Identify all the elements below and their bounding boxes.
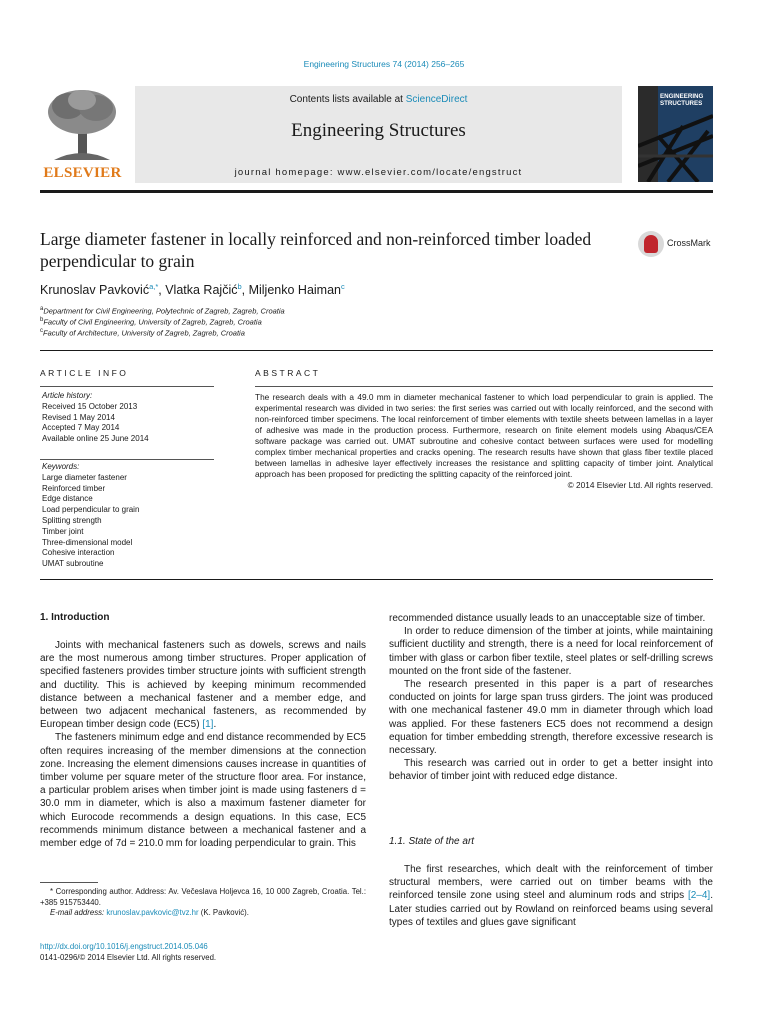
author-list: Krunoslav Pavković$^{a,*}$, Vlatka Rajčić$^b$, Miljenko Haiman$^c$ xyxy=(40,282,345,298)
email-line xyxy=(40,908,366,919)
paragraph-text: Joints with mechanical fasteners such as dowels, screws and nails are the most numerous among timber structures. Proper application of specified fasteners provides timber structure joints with sufficient strength and ductility. This is achieved by keeping minimum recommended distance between a mechanical fastener and a member edge, and between two adjacent mechanical fasteners, as recommended by European timber design code (EC5) xyxy=(40,640,366,731)
paragraph: Joints with mechanical fasteners such as dowels, screws and nails are the most numerous among timber structures. Proper application of specified fasteners provides timber structure joints with sufficient strength and ductility. This is achieved by keeping minimum recommended distance between a mechanical fastener and a member edge, and between two adjacent mechanical fasteners, as recommended by European timber design code (EC5) [1]. xyxy=(40,640,366,731)
left-column xyxy=(40,639,366,850)
title-rule xyxy=(40,350,713,351)
issn-line: 0141-0296/© 2014 Elsevier Ltd. All rights reserved. xyxy=(40,952,217,962)
author-name: Vlatka Rajčić xyxy=(165,283,238,298)
elsevier-wordmark: ELSEVIER xyxy=(43,165,122,181)
author-sup[interactable]: b xyxy=(237,282,242,291)
crossmark-label: CrossMark xyxy=(667,238,711,248)
keyword-item: Edge distance xyxy=(42,494,93,504)
affiliation-text: Faculty of Civil Engineering, University of Zagreb, Zagreb, Croatia xyxy=(43,317,262,327)
journal-title: Engineering Structures xyxy=(291,120,466,141)
doi-link[interactable]: http://dx.doi.org/10.1016/j.engstruct.2014.05.046 xyxy=(40,942,208,951)
elsevier-logo xyxy=(40,86,125,182)
affiliation xyxy=(40,317,262,327)
affiliation xyxy=(40,328,245,338)
affiliation-sup: c xyxy=(40,328,43,334)
paragraph: The fasteners minimum edge and end distance recommended by EC5 often requires increasing of the member dimensions at the connection zone. Increasing the element dimensions causes increase in quantities of timber volume per square meter of the structure floor area. For instance, a particular problem arises when timber joint is made using fasteners d = 30.0 mm in diameter, which is also a maximum fastener diameter for which Eurocode recommends a design equations. In this case, EC5 recommends minimum distance between a mechanical fastener and a member edge of 7d = 210.0 mm for loading perpendicular to grain. This xyxy=(40,732,366,850)
affiliation-text: Faculty of Architecture, University of Zagreb, Zagreb, Croatia xyxy=(43,328,245,338)
abstract-copyright: © 2014 Elsevier Ltd. All rights reserved. xyxy=(567,480,713,491)
email-link[interactable]: krunoslav.pavkovic@tvz.hr xyxy=(106,908,199,918)
abstract-text: The research deals with a 49.0 mm in diameter mechanical fastener to which load perpendicular to grain is applied. The experimental research was divided in two series: the first series was carried out with locally reinforced, and the second with non-reinforced timber specimens. The local reinforcement of timber elements with textile sheets between lamellas in a layer of adhesive was made in the production process. Furthermore, research on finite element models using Abaqus/CEA software package was carried out. UMAT subroutine and cohesive contact between surfaces were used for modelling complex timber mechanical properties and cracks opening. The research results have shown that glass fiber textile placed between lamellas in adhesive layer effectively increases the resistance and splitting capacity of timber joint. Analytical approach has been proposed for predicting the splitting capacity of the reinforced joint. xyxy=(255,392,713,480)
author-name: Miljenko Haiman xyxy=(248,283,341,298)
journal-citation[interactable]: Engineering Structures 74 (2014) 256–265 xyxy=(303,59,465,69)
cover-title-line2: STRUCTURES xyxy=(660,100,703,107)
cover-title-line1: ENGINEERING xyxy=(660,93,704,100)
history-item: Received 15 October 2013 xyxy=(42,401,138,411)
right-column xyxy=(389,612,713,784)
history-item: Accepted 7 May 2014 xyxy=(42,423,120,433)
history-item: Available online 25 June 2014 xyxy=(42,434,149,444)
affiliation-sup: b xyxy=(40,317,44,323)
paragraph-text: . Later studies carried out by Rowland on reinforced beams using several types of textiles and glues gave significant xyxy=(389,890,713,928)
paragraph: In order to reduce dimension of the timber at joints, while maintaining sufficient ductility and strength, there is a need for local reinforcement of timber with glass or carbon fiber textile, steel plates or self-drilling screws mounted on the front side of the fastener. xyxy=(389,626,713,677)
email-tail: (K. Pavković). xyxy=(198,908,249,918)
author-sup[interactable]: a,* xyxy=(149,282,159,291)
abstract-body xyxy=(255,392,713,491)
cover-title xyxy=(660,93,703,107)
abstract-rule xyxy=(255,386,713,387)
section-heading: 1. Introduction xyxy=(40,612,110,623)
paragraph: recommended distance usually leads to an unacceptable size of timber. xyxy=(389,613,706,624)
keyword-item: Splitting strength xyxy=(42,515,102,525)
journal-cover-image xyxy=(638,86,713,182)
masthead-rule xyxy=(40,190,713,193)
crossmark-button[interactable] xyxy=(638,231,716,257)
info-rule xyxy=(40,459,214,460)
keyword-item: Cohesive interaction xyxy=(42,548,115,558)
author-name: Krunoslav Pavković xyxy=(40,283,150,298)
paragraph: This research was carried out in order to get a better insight into behavior of timber joint with reduced edge distance. xyxy=(389,758,713,783)
reference-link[interactable]: [2–4] xyxy=(687,890,711,902)
journal-homepage[interactable]: journal homepage: www.elsevier.com/locate/engstruct xyxy=(234,167,523,178)
contents-prefix: Contents lists available at xyxy=(289,94,406,105)
affiliation-sup: a xyxy=(40,306,44,312)
subsection-heading: 1.1. State of the art xyxy=(389,836,475,847)
doi-block xyxy=(40,942,216,964)
article-info-heading: ARTICLE INFO xyxy=(40,368,129,378)
elsevier-tree-icon xyxy=(40,86,125,162)
paragraph: The research presented in this paper is a part of researches conducted on joints for large span truss girders. The joint was produced with one mechanical fastener 49.0 mm in diameter through which load was applied. For these fasteners EC5 does not recommend a design equation for timber embedding strength, therefore excessive research is necessary. xyxy=(389,679,713,757)
keywords-list xyxy=(42,462,139,570)
right-column-continued xyxy=(389,863,713,929)
keywords-label: Keywords: xyxy=(42,462,80,471)
keyword-item: Large diameter fastener xyxy=(42,472,127,482)
affiliation-text: Department for Civil Engineering, Polytechnic of Zagreb, Zagreb, Croatia xyxy=(43,306,285,316)
history-item: Revised 1 May 2014 xyxy=(42,412,115,422)
author-sup[interactable]: c xyxy=(341,282,345,291)
keyword-item: Reinforced timber xyxy=(42,483,106,493)
abstract-heading: ABSTRACT xyxy=(255,368,321,378)
keyword-item: Load perpendicular to grain xyxy=(42,505,140,515)
article-history xyxy=(42,391,149,445)
keyword-item: Timber joint xyxy=(42,526,84,536)
history-label: Article history: xyxy=(42,391,93,400)
crossmark-icon xyxy=(638,231,664,257)
paper-title: Large diameter fastener in locally reinforced and non-reinforced timber loaded perpendicular to grain xyxy=(40,229,592,271)
sciencedirect-link[interactable]: ScienceDirect xyxy=(405,94,468,105)
email-label: E-mail address: xyxy=(50,908,107,918)
contents-line xyxy=(135,94,622,105)
keyword-item: UMAT subroutine xyxy=(42,559,104,569)
keyword-item: Three-dimensional model xyxy=(42,537,133,547)
paragraph-text: The first researches, which dealt with the reinforcement of timber structural members, were carried out on timber beams with the reinforced tensile zone using steel and aluminum rods and strips xyxy=(389,864,713,902)
abstract-end-rule xyxy=(40,579,713,580)
paragraph xyxy=(389,863,713,929)
footnote-rule xyxy=(40,882,98,883)
footnote xyxy=(40,887,366,919)
affiliation xyxy=(40,306,285,316)
reference-link[interactable]: [1] xyxy=(202,719,214,731)
info-rule xyxy=(40,386,214,387)
corresponding-author-note: * Corresponding author. Address: Av. Večeslava Holjevca 16, 10 000 Zagreb, Croatia. Tel.: +385 915753440. xyxy=(40,887,366,907)
